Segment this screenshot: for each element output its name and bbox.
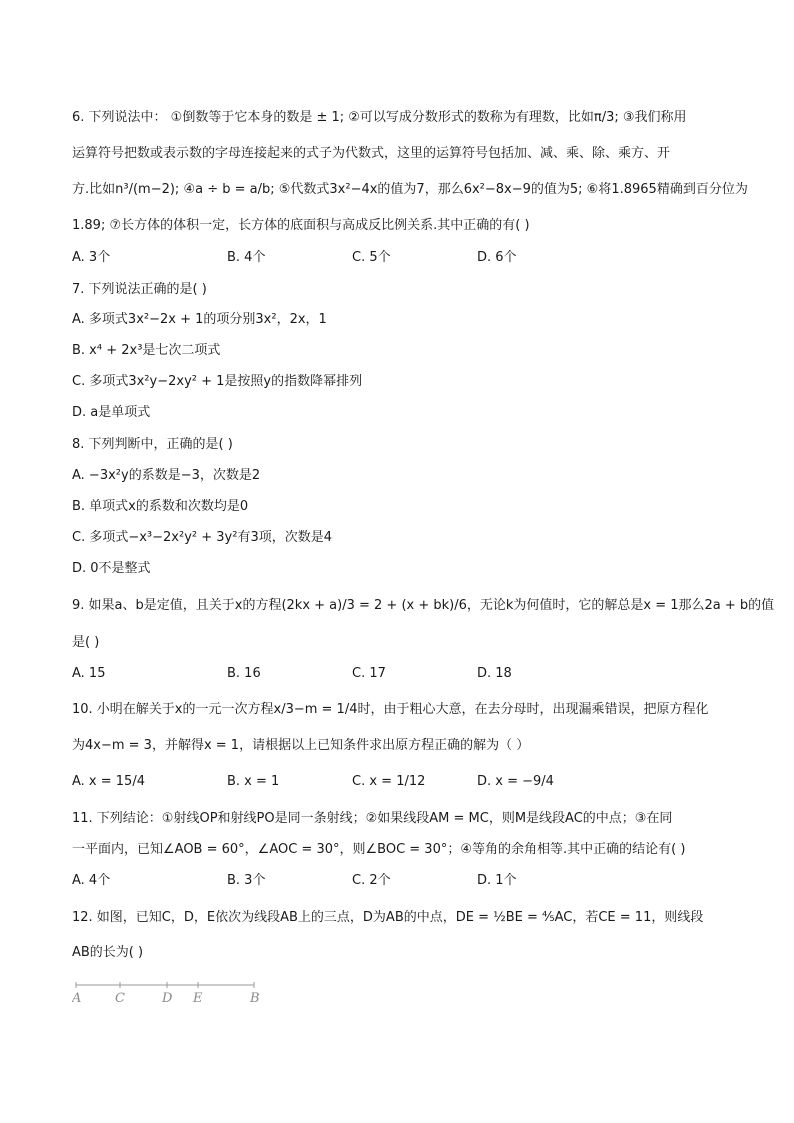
q8-option-c[interactable]: C. 多项式−x³−2x²y² + 3y²有3项，次数是4 bbox=[72, 530, 332, 545]
segment-figure bbox=[72, 982, 272, 1004]
q7-option-c[interactable]: C. 多项式3x²y−2xy² + 1是按照y的指数降幂排列 bbox=[72, 374, 363, 389]
q9-options bbox=[72, 664, 732, 684]
q11-option-d[interactable]: D. 1个 bbox=[477, 873, 517, 888]
q12-line-2: AB的长为( ) bbox=[72, 945, 144, 960]
q6-line-1: 6. 下列说法中： ①倒数等于它本身的数是 ± 1; ②可以写成分数形式的数称为有理数，比如π/3; ③我们称用 bbox=[72, 110, 687, 125]
q9-option-a[interactable]: A. 15 bbox=[72, 666, 106, 681]
label-b: B bbox=[250, 991, 260, 1004]
q9-option-b[interactable]: B. 16 bbox=[227, 666, 261, 681]
label-e: E bbox=[193, 991, 203, 1004]
q6-option-c[interactable]: C. 5个 bbox=[352, 250, 391, 265]
label-d: D bbox=[162, 991, 173, 1004]
q10-line-1: 10. 小明在解关于x的一元一次方程x/3−m = 1/4时，由于粗心大意，在去分母时，出现漏乘错误，把原方程化 bbox=[72, 702, 709, 717]
q10-option-c[interactable]: C. x = 1/12 bbox=[352, 774, 426, 789]
q6-options bbox=[72, 248, 732, 268]
q10-option-b[interactable]: B. x = 1 bbox=[227, 774, 280, 789]
q11-options bbox=[72, 871, 732, 891]
q11-option-b[interactable]: B. 3个 bbox=[227, 873, 266, 888]
q10-option-a[interactable]: A. x = 15/4 bbox=[72, 774, 145, 789]
q9-option-d[interactable]: D. 18 bbox=[477, 666, 512, 681]
q10-options bbox=[72, 772, 732, 792]
q8-option-b[interactable]: B. 单项式x的系数和次数均是0 bbox=[72, 499, 249, 514]
q6-option-d[interactable]: D. 6个 bbox=[477, 250, 517, 265]
label-a: A bbox=[72, 991, 82, 1004]
q10-option-d[interactable]: D. x = −9/4 bbox=[477, 774, 554, 789]
q9-option-c[interactable]: C. 17 bbox=[352, 666, 386, 681]
q7-option-a[interactable]: A. 多项式3x²−2x + 1的项分别3x²，2x，1 bbox=[72, 312, 327, 327]
label-c: C bbox=[115, 991, 125, 1004]
q7-option-b[interactable]: B. x⁴ + 2x³是七次二项式 bbox=[72, 343, 221, 358]
q11-option-c[interactable]: C. 2个 bbox=[352, 873, 391, 888]
q12-line-1: 12. 如图，已知C，D，E依次为线段AB上的三点，D为AB的中点，DE = ½BE = ⅘AC，若CE = 11，则线段 bbox=[72, 910, 704, 925]
q11-option-a[interactable]: A. 4个 bbox=[72, 873, 111, 888]
q8-stem: 8. 下列判断中，正确的是( ) bbox=[72, 437, 233, 452]
q6-option-b[interactable]: B. 4个 bbox=[227, 250, 266, 265]
q7-option-d[interactable]: D. a是单项式 bbox=[72, 405, 151, 420]
q8-option-a[interactable]: A. −3x²y的系数是−3，次数是2 bbox=[72, 468, 261, 483]
q6-line-3: 方.比如n³/(m−2); ④a ÷ b = a/b; ⑤代数式3x²−4x的值为7，那么6x²−8x−9的值为5; ⑥将1.8965精确到百分位为 bbox=[72, 182, 748, 197]
q8-option-d[interactable]: D. 0不是整式 bbox=[72, 561, 151, 576]
q10-line-2: 为4x−m = 3，并解得x = 1，请根据以上已知条件求出原方程正确的解为（ ） bbox=[72, 738, 530, 753]
q6-line-2: 运算符号把数或表示数的字母连接起来的式子为代数式，这里的运算符号包括加、减、乘、除、乘方、开 bbox=[72, 146, 671, 161]
q11-line-1: 11. 下列结论：①射线OP和射线PO是同一条射线；②如果线段AM = MC，则M是线段AC的中点；③在同 bbox=[72, 811, 673, 826]
q9-line-1: 9. 如果a、b是定值，且关于x的方程(2kx + a)/3 = 2 + (x + bk)/6，无论k为何值时，它的解总是x = 1那么2a + b的值 bbox=[72, 598, 775, 613]
q6-line-4: 1.89; ⑦长方体的体积一定，长方体的底面积与高成反比例关系.其中正确的有( ) bbox=[72, 218, 530, 233]
q11-line-2: 一平面内，已知∠AOB = 60°，∠AOC = 30°，则∠BOC = 30°；④等角的余角相等.其中正确的结论有( ) bbox=[72, 842, 686, 857]
q9-line-2: 是( ) bbox=[72, 635, 100, 650]
q6-option-a[interactable]: A. 3个 bbox=[72, 250, 111, 265]
q7-stem: 7. 下列说法正确的是( ) bbox=[72, 282, 207, 297]
